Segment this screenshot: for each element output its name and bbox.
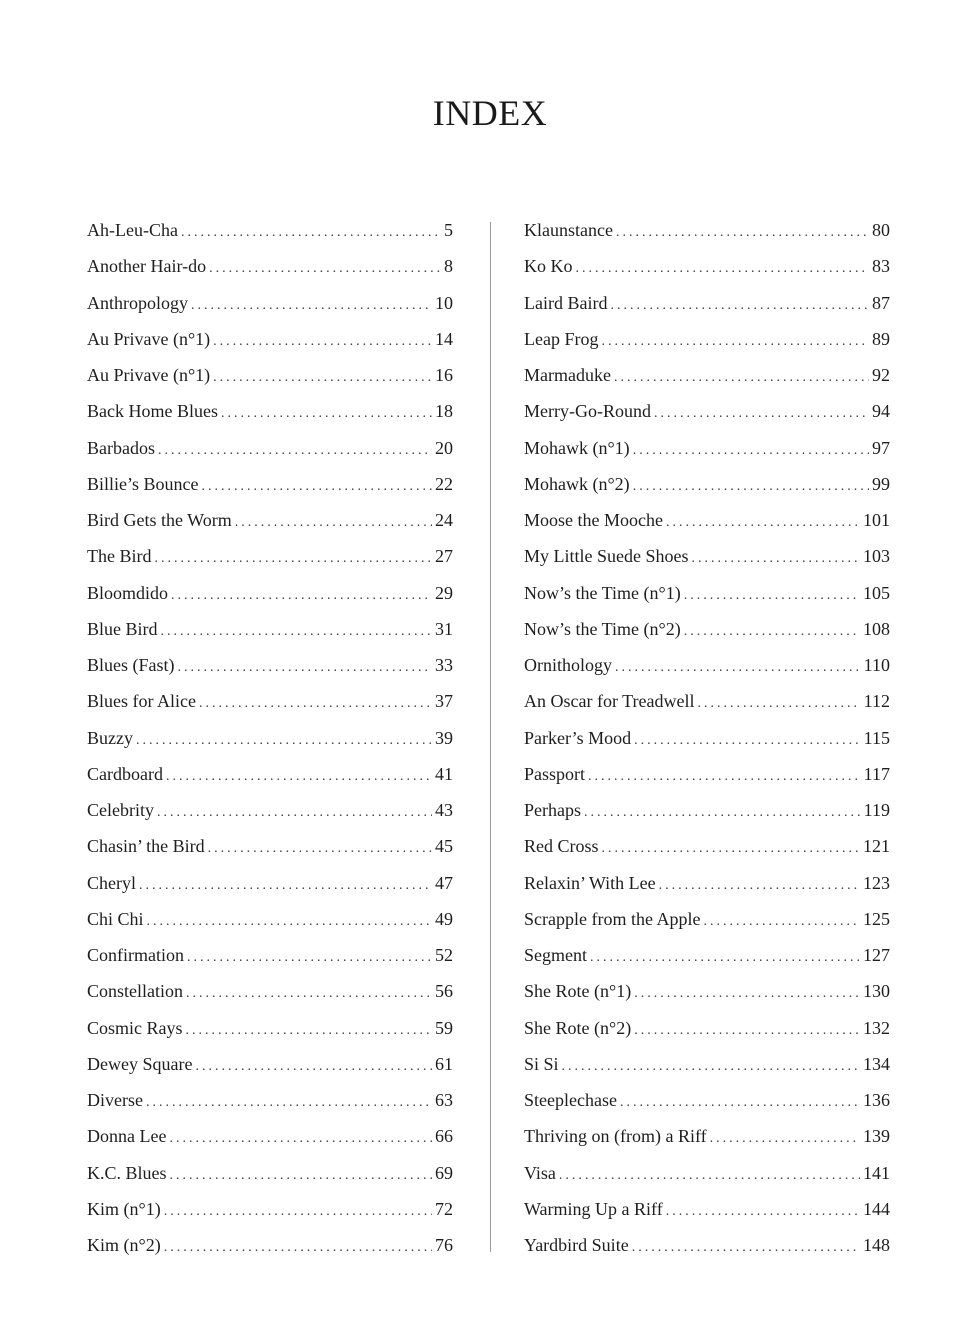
index-entry bbox=[87, 575, 453, 611]
index-entry-title: K.C. Blues bbox=[87, 1162, 167, 1183]
index-entry-page: 101 bbox=[863, 510, 890, 530]
index-entry-title: Passport bbox=[524, 763, 586, 784]
index-entry-title: Klaunstance bbox=[524, 220, 613, 240]
index-entry bbox=[87, 611, 453, 647]
dot-leader bbox=[634, 976, 860, 1012]
dot-leader bbox=[588, 759, 861, 795]
index-entry bbox=[87, 1118, 453, 1154]
dot-leader bbox=[213, 360, 432, 396]
dot-leader bbox=[164, 1230, 432, 1266]
index-entry-page: 112 bbox=[863, 691, 890, 712]
index-entry-title: Back Home Blues bbox=[87, 401, 218, 422]
dot-leader bbox=[136, 723, 432, 759]
dot-leader bbox=[654, 396, 869, 432]
index-entry-page: 66 bbox=[435, 1126, 453, 1147]
dot-leader bbox=[562, 1049, 860, 1085]
index-entry bbox=[87, 901, 453, 937]
index-entry-page: 52 bbox=[435, 945, 453, 965]
index-entry-title: Au Privave (n°1) bbox=[87, 328, 211, 349]
dot-leader bbox=[169, 1121, 432, 1157]
dot-leader bbox=[615, 650, 861, 686]
dot-leader bbox=[199, 686, 432, 722]
index-entry-title: Donna Lee bbox=[87, 1126, 167, 1147]
index-entry-page: 33 bbox=[435, 655, 453, 675]
index-entry bbox=[524, 1227, 890, 1263]
dot-leader bbox=[155, 541, 433, 577]
index-entry-page: 80 bbox=[872, 220, 890, 240]
column-divider bbox=[490, 222, 491, 1252]
index-entry-title: Yardbird Suite bbox=[524, 1235, 629, 1255]
index-entry-page: 141 bbox=[863, 1162, 890, 1183]
index-entry-title: Buzzy bbox=[87, 727, 133, 748]
index-entry-page: 31 bbox=[435, 618, 453, 639]
dot-leader bbox=[601, 324, 869, 360]
dot-leader bbox=[213, 324, 432, 360]
index-entry-page: 110 bbox=[863, 655, 890, 675]
index-entry bbox=[524, 575, 890, 611]
dot-leader bbox=[166, 759, 432, 795]
index-entry-page: 49 bbox=[435, 908, 453, 929]
index-entry bbox=[524, 430, 890, 466]
index-entry-title: Visa bbox=[524, 1162, 556, 1183]
index-entry bbox=[524, 901, 890, 937]
index-entry-title: Laird Baird bbox=[524, 292, 608, 313]
index-entry-title: Blue Bird bbox=[87, 618, 158, 639]
index-entry bbox=[87, 466, 453, 502]
index-entry-page: 132 bbox=[863, 1017, 890, 1038]
dot-leader bbox=[164, 1194, 432, 1230]
index-entry bbox=[524, 828, 890, 864]
index-entry-title: Au Privave (n°1) bbox=[87, 365, 211, 385]
index-entry bbox=[524, 321, 890, 357]
dot-leader bbox=[576, 251, 870, 287]
index-entry-page: 16 bbox=[435, 365, 453, 385]
index-entry-title: Chi Chi bbox=[87, 908, 144, 929]
index-entry bbox=[524, 393, 890, 429]
index-entry-title: Steeplechase bbox=[524, 1090, 617, 1110]
dot-leader bbox=[634, 723, 861, 759]
index-entry bbox=[524, 538, 890, 574]
index-entry-page: 89 bbox=[872, 328, 890, 349]
index-entry-title: Relaxin’ With Lee bbox=[524, 872, 656, 893]
index-entry bbox=[87, 1082, 453, 1118]
index-entry-page: 148 bbox=[863, 1235, 890, 1255]
index-entry bbox=[524, 357, 890, 393]
index-entry-title: Thriving on (from) a Riff bbox=[524, 1126, 707, 1147]
dot-leader bbox=[187, 940, 432, 976]
index-entry bbox=[87, 248, 453, 284]
index-entry-title: Chasin’ the Bird bbox=[87, 836, 205, 857]
index-column-right bbox=[524, 212, 890, 1263]
dot-leader bbox=[195, 1049, 432, 1085]
index-entry bbox=[87, 357, 453, 393]
index-entry bbox=[87, 321, 453, 357]
index-entry-page: 61 bbox=[435, 1053, 453, 1074]
dot-leader bbox=[634, 1013, 860, 1049]
dot-leader bbox=[659, 868, 860, 904]
index-entry-title: Cardboard bbox=[87, 763, 163, 784]
index-entry-page: 20 bbox=[435, 437, 453, 458]
index-entry-title: My Little Suede Shoes bbox=[524, 546, 689, 567]
index-entry-page: 83 bbox=[872, 256, 890, 277]
index-entry bbox=[87, 502, 453, 538]
index-entry bbox=[524, 1191, 890, 1227]
dot-leader bbox=[157, 795, 432, 831]
index-entry bbox=[524, 865, 890, 901]
dot-leader bbox=[616, 215, 869, 251]
index-entry-title: Si Si bbox=[524, 1053, 559, 1074]
index-entry-title: Parker’s Mood bbox=[524, 727, 632, 748]
index-entry-title: Mohawk (n°1) bbox=[524, 437, 630, 458]
index-entry-page: 92 bbox=[872, 365, 890, 385]
index-entry bbox=[87, 1227, 453, 1263]
dot-leader bbox=[684, 578, 860, 614]
index-entry bbox=[524, 248, 890, 284]
dot-leader bbox=[209, 251, 441, 287]
index-entry bbox=[524, 466, 890, 502]
index-entry-page: 134 bbox=[863, 1053, 890, 1074]
index-entry-page: 121 bbox=[863, 836, 890, 857]
index-entry-title: She Rote (n°1) bbox=[524, 981, 632, 1002]
index-entry bbox=[524, 647, 890, 683]
index-entry-title: Bloomdido bbox=[87, 582, 169, 603]
index-entry-title: Now’s the Time (n°1) bbox=[524, 582, 681, 603]
index-entry-page: 117 bbox=[863, 763, 890, 784]
index-entry bbox=[524, 611, 890, 647]
index-entry-page: 59 bbox=[435, 1017, 453, 1038]
dot-leader bbox=[620, 1085, 860, 1121]
dot-leader bbox=[208, 831, 432, 867]
index-entry-page: 119 bbox=[863, 800, 890, 820]
index-entry-title: Warming Up a Riff bbox=[524, 1198, 663, 1219]
dot-leader bbox=[666, 505, 860, 541]
index-entry bbox=[87, 720, 453, 756]
index-entry bbox=[524, 937, 890, 973]
index-entry-title: An Oscar for Treadwell bbox=[524, 691, 695, 712]
index-entry-page: 125 bbox=[863, 908, 890, 929]
index-entry-title: Constellation bbox=[87, 981, 183, 1002]
index-entry bbox=[87, 430, 453, 466]
index-entry-title: Red Cross bbox=[524, 836, 599, 857]
index-entry-page: 139 bbox=[863, 1126, 890, 1147]
index-entry bbox=[524, 285, 890, 321]
index-entry bbox=[524, 1046, 890, 1082]
dot-leader bbox=[633, 433, 869, 469]
index-entry bbox=[87, 393, 453, 429]
index-entry-page: 39 bbox=[435, 727, 453, 748]
index-entry-page: 123 bbox=[863, 872, 890, 893]
dot-leader bbox=[191, 288, 432, 324]
index-entry bbox=[524, 1155, 890, 1191]
dot-leader bbox=[632, 1230, 860, 1266]
index-entry-page: 29 bbox=[435, 582, 453, 603]
index-entry-page: 10 bbox=[435, 292, 453, 313]
index-entry bbox=[87, 937, 453, 973]
index-entry-title: Now’s the Time (n°2) bbox=[524, 618, 681, 639]
dot-leader bbox=[171, 578, 432, 614]
index-entry bbox=[87, 865, 453, 901]
index-entry bbox=[87, 1155, 453, 1191]
index-entry bbox=[87, 792, 453, 828]
dot-leader bbox=[202, 469, 433, 505]
index-entry bbox=[524, 212, 890, 248]
index-entry-title: Mohawk (n°2) bbox=[524, 473, 630, 494]
index-entry bbox=[524, 720, 890, 756]
index-entry-page: 76 bbox=[435, 1235, 453, 1255]
index-entry-page: 27 bbox=[435, 546, 453, 567]
index-entry-title: Leap Frog bbox=[524, 328, 599, 349]
index-entry-title: Blues (Fast) bbox=[87, 655, 175, 675]
index-entry bbox=[87, 973, 453, 1009]
index-entry-title: Billie’s Bounce bbox=[87, 473, 199, 494]
index-entry bbox=[524, 756, 890, 792]
index-entry bbox=[87, 1010, 453, 1046]
index-entry-page: 136 bbox=[863, 1090, 890, 1110]
index-entry bbox=[87, 212, 453, 248]
index-entry bbox=[524, 502, 890, 538]
index-entry-title: Ah-Leu-Cha bbox=[87, 220, 178, 240]
dot-leader bbox=[181, 215, 441, 251]
index-entry-page: 108 bbox=[863, 618, 890, 639]
index-entry-page: 8 bbox=[444, 256, 453, 277]
index-entry bbox=[524, 683, 890, 719]
index-entry-page: 56 bbox=[435, 981, 453, 1002]
index-entry bbox=[87, 285, 453, 321]
index-entry-page: 144 bbox=[863, 1198, 890, 1219]
index-entry-title: Kim (n°1) bbox=[87, 1198, 161, 1219]
index-entry bbox=[87, 1046, 453, 1082]
index-entry-title: The Bird bbox=[87, 546, 152, 567]
dot-leader bbox=[684, 614, 860, 650]
dot-leader bbox=[161, 614, 433, 650]
dot-leader bbox=[590, 940, 860, 976]
dot-leader bbox=[692, 541, 861, 577]
index-entry bbox=[524, 1010, 890, 1046]
index-entry-page: 97 bbox=[872, 437, 890, 458]
index-entry-page: 45 bbox=[435, 836, 453, 857]
index-entry-title: Ko Ko bbox=[524, 256, 573, 277]
index-entry bbox=[87, 683, 453, 719]
index-entry-page: 63 bbox=[435, 1090, 453, 1110]
index-entry bbox=[524, 973, 890, 1009]
index-entry bbox=[87, 828, 453, 864]
index-entry-title: Confirmation bbox=[87, 945, 184, 965]
index-entry-page: 103 bbox=[863, 546, 890, 567]
index-entry-page: 115 bbox=[863, 727, 890, 748]
index-entry-title: Cheryl bbox=[87, 872, 136, 893]
dot-leader bbox=[186, 976, 432, 1012]
dot-leader bbox=[186, 1013, 432, 1049]
index-entry-page: 14 bbox=[435, 328, 453, 349]
dot-leader bbox=[610, 288, 869, 324]
dot-leader bbox=[602, 831, 860, 867]
dot-leader bbox=[158, 433, 432, 469]
index-entry bbox=[524, 792, 890, 828]
dot-leader bbox=[559, 1158, 860, 1194]
dot-leader bbox=[614, 360, 869, 396]
index-entry-title: Barbados bbox=[87, 437, 155, 458]
page-title: INDEX bbox=[432, 93, 548, 133]
index-entry-page: 87 bbox=[872, 292, 890, 313]
dot-leader bbox=[666, 1194, 860, 1230]
dot-leader bbox=[235, 505, 432, 541]
index-entry-page: 99 bbox=[872, 473, 890, 494]
index-entry-title: Cosmic Rays bbox=[87, 1017, 183, 1038]
dot-leader bbox=[710, 1121, 860, 1157]
index-entry-page: 94 bbox=[872, 401, 890, 422]
index-entry-page: 18 bbox=[435, 401, 453, 422]
index-entry bbox=[87, 647, 453, 683]
index-entry-page: 22 bbox=[435, 473, 453, 494]
index-entry-page: 69 bbox=[435, 1162, 453, 1183]
index-entry-page: 130 bbox=[863, 981, 890, 1002]
index-entry-title: Perhaps bbox=[524, 800, 581, 820]
index-entry-page: 24 bbox=[435, 510, 453, 530]
index-entry-title: Bird Gets the Worm bbox=[87, 510, 232, 530]
index-entry-title: Merry-Go-Round bbox=[524, 401, 651, 422]
index-entry-page: 43 bbox=[435, 800, 453, 820]
dot-leader bbox=[221, 396, 432, 432]
index-entry-title: She Rote (n°2) bbox=[524, 1017, 632, 1038]
index-entry-title: Scrapple from the Apple bbox=[524, 908, 701, 929]
index-entry-title: Moose the Mooche bbox=[524, 510, 663, 530]
index-entry-page: 105 bbox=[863, 582, 890, 603]
index-entry-page: 47 bbox=[435, 872, 453, 893]
index-entry bbox=[87, 1191, 453, 1227]
index-entry bbox=[524, 1118, 890, 1154]
index-entry-title: Dewey Square bbox=[87, 1053, 193, 1074]
index-entry-title: Blues for Alice bbox=[87, 691, 196, 712]
dot-leader bbox=[584, 795, 861, 831]
index-entry bbox=[87, 756, 453, 792]
index-entry-page: 41 bbox=[435, 763, 453, 784]
dot-leader bbox=[139, 868, 432, 904]
index-entry-title: Ornithology bbox=[524, 655, 612, 675]
index-column-left bbox=[87, 212, 453, 1263]
dot-leader bbox=[147, 904, 432, 940]
index-entry-title: Marmaduke bbox=[524, 365, 611, 385]
index-entry-title: Celebrity bbox=[87, 800, 154, 820]
dot-leader bbox=[633, 469, 869, 505]
index-entry-title: Diverse bbox=[87, 1090, 143, 1110]
index-entry-title: Another Hair-do bbox=[87, 256, 207, 277]
dot-leader bbox=[146, 1085, 432, 1121]
index-entry bbox=[524, 1082, 890, 1118]
dot-leader bbox=[703, 904, 860, 940]
dot-leader bbox=[697, 686, 860, 722]
index-entry bbox=[87, 538, 453, 574]
index-entry-title: Segment bbox=[524, 945, 587, 965]
index-entry-title: Kim (n°2) bbox=[87, 1235, 161, 1255]
index-entry-page: 37 bbox=[435, 691, 453, 712]
index-entry-page: 5 bbox=[444, 220, 453, 240]
index-entry-page: 72 bbox=[435, 1198, 453, 1219]
index-entry-page: 127 bbox=[863, 945, 890, 965]
dot-leader bbox=[170, 1158, 432, 1194]
dot-leader bbox=[178, 650, 433, 686]
index-entry-title: Anthropology bbox=[87, 292, 188, 313]
